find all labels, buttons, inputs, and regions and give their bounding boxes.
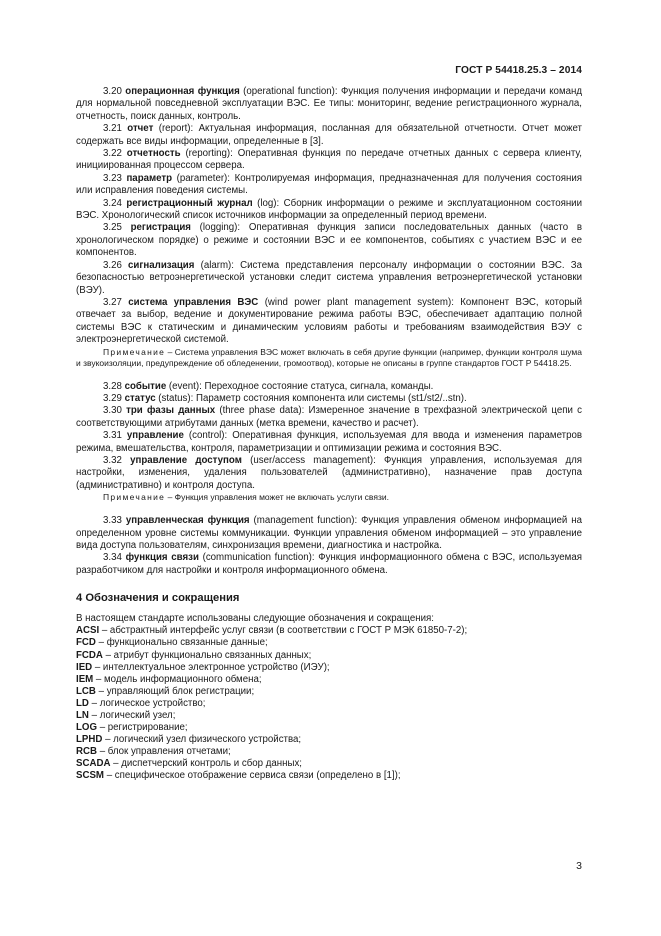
abbreviation-item: [76, 758, 582, 770]
term-english: (wind power plant management system): [258, 296, 452, 308]
abbreviation-code: RCB: [76, 746, 97, 758]
note-text: – Функция управления может не включать услуги связи.: [165, 492, 389, 503]
note-2: [76, 492, 582, 503]
term-definition: [76, 381, 582, 393]
term-english: (report): [153, 123, 191, 135]
term-number: 3.21: [103, 123, 122, 135]
abbreviation-definition: – блок управления отчетами;: [97, 746, 231, 758]
term-name: регистрация: [130, 222, 191, 234]
term-definition: [76, 86, 582, 123]
term-english: (three phase data): [215, 405, 302, 417]
note-text: – Система управления ВЭС может включать в себя другие функции (например, функции контроля шума и звукоизоляции, предупреждение об обледенении, громоотвод), которые не описаны в группе стандартов ГОСТ Р 54418.25.: [76, 346, 582, 368]
section-heading: 4 Обозначения и сокращения: [76, 592, 240, 605]
term-number: 3.34: [103, 552, 122, 564]
section-intro: В настоящем стандарте использованы следующие обозначения и сокращения:: [76, 613, 434, 625]
term-definition: [76, 148, 582, 173]
term-text: : Сборник информации о режиме и эксплуатационном состоянии ВЭС. Хронологический список источников информации за определенный период времени.: [76, 197, 582, 222]
term-text: : Параметр состояния компонента или системы (st1/st2/..stn).: [190, 392, 467, 404]
term-number: 3.23: [103, 172, 122, 184]
abbreviation-list: [76, 625, 582, 782]
term-number: 3.31: [103, 430, 122, 442]
abbreviation-item: [76, 662, 582, 674]
term-english: (log): [252, 197, 277, 209]
term-number: 3.29: [103, 392, 122, 404]
term-number: 3.24: [103, 197, 122, 209]
term-text: : Оперативная функция по передаче отчетных данных с сервера клиенту, инициированная процессом сервера.: [76, 148, 582, 172]
terms-block-3: [76, 515, 582, 577]
term-definition: [76, 260, 582, 297]
page-number: 3: [576, 860, 582, 872]
abbreviation-code: LPHD: [76, 734, 103, 746]
abbreviation-definition: – функционально связанные данные;: [95, 637, 268, 649]
abbreviation-item: [76, 722, 582, 734]
abbreviation-code: SCADA: [76, 758, 111, 770]
term-definition: [76, 173, 582, 198]
abbreviation-item: [76, 770, 582, 782]
abbreviation-item: [76, 650, 582, 662]
abbreviation-item: [76, 698, 582, 710]
term-number: 3.26: [103, 259, 122, 271]
term-definition: [76, 222, 582, 259]
term-name: отчет: [127, 123, 154, 135]
term-text: : Измеренное значение в трехфазной электрической цепи с соответствующими атрибутами данных (метка времени, качество и расчет).: [76, 405, 582, 429]
term-text: : Оперативная функция, используемая для ввода и изменения параметров режима, вмешательства, контроля, параметризации и оптимизации режима и состояния ВЭС.: [76, 430, 582, 454]
term-name: управление доступом: [130, 454, 242, 466]
term-english: (logging): [190, 222, 238, 234]
term-definition: [76, 405, 582, 430]
term-number: 3.27: [103, 296, 122, 308]
abbreviation-code: SCSM: [76, 770, 104, 782]
abbreviation-code: FCD: [76, 637, 96, 649]
term-english: (communication function): [198, 552, 312, 564]
term-definition: [76, 198, 582, 223]
term-number: 3.28: [103, 380, 122, 392]
term-name: сигнализация: [128, 259, 195, 271]
term-text: : Функция управления, используемая для настройки, изменения, удаления пользователей (административно), назначение прав доступа (административно) и контроля доступа.: [76, 454, 582, 491]
term-number: 3.25: [103, 222, 122, 234]
abbreviation-definition: – логический узел;: [88, 709, 176, 721]
abbreviation-code: LOG: [76, 722, 97, 734]
term-english: (operational function): [239, 86, 335, 97]
abbreviation-definition: – диспетчерский контроль и сбор данных;: [110, 758, 302, 770]
abbreviation-definition: – интеллектуальное электронное устройство (ИЭУ);: [92, 661, 330, 673]
abbreviation-definition: – модель информационного обмена;: [93, 673, 262, 685]
abbreviation-definition: – специфическое отображение сервиса связи (определено в [1]);: [104, 770, 401, 782]
term-number: 3.33: [103, 515, 122, 527]
term-number: 3.30: [103, 405, 122, 417]
term-english: (status): [155, 392, 191, 404]
term-text: : Оперативная функция записи последовательных данных (часто в хронологическом порядке) о режиме и состоянии ВЭС и ее компонентов, событиях с участием ВЭС и ее компонентов.: [76, 222, 583, 259]
term-english: (reporting): [180, 148, 231, 160]
term-english: (user/access management): [241, 454, 374, 466]
term-definition: [76, 393, 582, 405]
abbreviation-code: IED: [76, 661, 93, 673]
abbreviation-definition: – логический узел физического устройства;: [102, 734, 302, 746]
term-text: : Переходное состояние статуса, сигнала, команды.: [199, 380, 434, 392]
term-name: три фазы данных: [126, 405, 216, 417]
term-number: 3.20: [103, 86, 122, 97]
term-english: (management function): [249, 515, 355, 527]
abbreviation-definition: – абстрактный интерфейс услуг связи (в соответствии с ГОСТ Р МЭК 61850-7-2);: [99, 625, 468, 637]
term-name: параметр: [126, 172, 173, 184]
term-text: : Актуальная информация, посланная для обязательной отчетности. Отчет может содержать все виды информации, определенные в [3].: [76, 123, 582, 147]
term-english: (event): [166, 380, 200, 392]
term-name: событие: [124, 380, 167, 392]
term-definition: [76, 430, 582, 455]
term-english: (parameter): [172, 172, 228, 184]
terms-block-1: [76, 86, 582, 347]
abbreviation-item: [76, 674, 582, 686]
note-label: Примечание: [103, 346, 166, 357]
abbreviation-definition: – регистрирование;: [97, 722, 188, 734]
standard-header: ГОСТ Р 54418.25.3 – 2014: [455, 65, 582, 76]
term-text: : Функция управления обменом информацией на определенном уровне системы коммуникации. Функции управления обменом информацией – это управление вида доступа пользователям, синхронизация времени, диагностика и настройка.: [76, 515, 582, 551]
abbreviation-code: LD: [76, 697, 89, 709]
term-definition: [76, 455, 582, 492]
term-name: операционная функция: [125, 86, 240, 97]
abbreviation-definition: – управляющий блок регистрации;: [95, 685, 255, 697]
abbreviation-item: [76, 710, 582, 722]
terms-block-2: [76, 381, 582, 493]
note-1: [76, 347, 582, 369]
term-name: функция связи: [125, 552, 199, 564]
page-content: [76, 86, 582, 783]
abbreviation-item: [76, 746, 582, 758]
term-number: 3.32: [103, 454, 122, 466]
abbreviation-code: IEM: [76, 673, 94, 685]
term-text: : Функция получения информации и передачи команд для нормальной повседневной эксплуатации ВЭС. Ее типы: мониторинг, ведение регистрационного журнала, отчетность, поиск данных, контроль.: [76, 86, 582, 122]
term-name: отчетность: [126, 148, 181, 160]
note-label: Примечание: [103, 492, 166, 503]
term-definition: [76, 515, 582, 552]
term-text: : Контролируемая информация, предназначенная для получения состояния или исправления поведения системы.: [76, 172, 582, 197]
abbreviation-item: [76, 686, 582, 698]
abbreviation-definition: – атрибут функционально связанных данных;: [102, 649, 312, 661]
term-text: : Функция информационного обмена с ВЭС, используемая разработчиком для настройки и контроля информационного обмена.: [76, 552, 582, 576]
abbreviation-item: [76, 734, 582, 746]
term-definition: [76, 297, 582, 347]
term-name: управленческая функция: [125, 515, 250, 527]
term-text: : Система представления персоналу информации о состоянии ВЭС. За безопасностью ветроэнергетической установки следит система управления ветроэнергетической установки (ВЭУ).: [76, 259, 582, 296]
abbreviation-definition: – логическое устройство;: [88, 697, 206, 709]
term-name: система управления ВЭС: [128, 296, 259, 308]
term-english: (alarm): [194, 259, 232, 271]
term-name: регистрационный журнал: [126, 197, 253, 209]
abbreviation-code: LN: [76, 709, 89, 721]
abbreviation-code: LCB: [76, 685, 96, 697]
term-name: статус: [124, 392, 156, 404]
term-definition: [76, 552, 582, 577]
abbreviation-code: ACSI: [76, 625, 100, 637]
abbreviation-item: [76, 637, 582, 649]
term-definition: [76, 123, 582, 148]
term-number: 3.22: [103, 148, 122, 160]
abbreviation-item: [76, 625, 582, 637]
term-text: : Компонент ВЭС, который отвечает за выбор, ведение и документирование режима работы ВЭС, обеспечивает адаптацию полной системы ВЭС к статическим и динамическим условиям работы и требованиям взаимодействия ВЭУ с электроэнергетической системой.: [76, 296, 582, 346]
term-english: (control): [183, 430, 225, 442]
abbreviation-code: FCDA: [76, 649, 103, 661]
term-name: управление: [126, 430, 184, 442]
